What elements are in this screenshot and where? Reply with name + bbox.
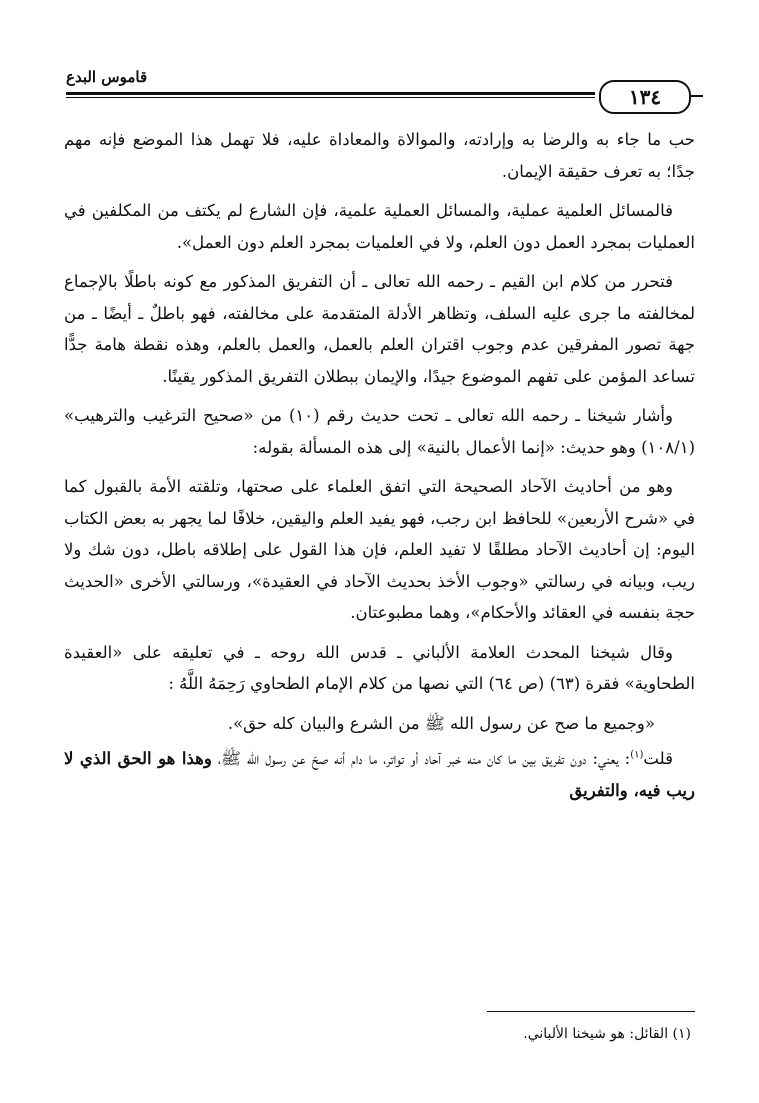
footnote-separator: [487, 1011, 695, 1012]
footnote-marker: (١): [630, 749, 644, 761]
hadith-quote: «وجميع ما صح عن رسول الله ﷺ من الشرع والبيان كله حق».: [227, 713, 655, 733]
page-number: ١٣٤: [599, 80, 691, 114]
paragraph-4: وأشار شيخنا ـ رحمه الله تعالى ـ تحت حديث رقم (١٠) من «صحيح الترغيب والترهيب» (١٠٨/١) وهو حديث: «إنما الأعمال بالنية» إلى هذه المسألة بقوله:: [64, 406, 695, 457]
paragraph-6: وقال شيخنا المحدث العلامة الألباني ـ قدس الله روحه ـ في تعليقه على «العقيدة الطحاوية» فقرة (٦٣) (ص ٦٤) التي نصها من كلام الإمام الطحاوي رَحِمَهُ اللَّهُ :: [64, 642, 695, 693]
paragraph-5: وهو من أحاديث الآحاد الصحيحة التي اتفق العلماء على صحتها، وتلقته الأمة بالقبول كما في «شرح الأربعين» للحافظ ابن رجب، فهو يفيد العلم واليقين، خلافًا لما يجهر به بعض الكتاب اليوم: إن أحاديث الآحاد مطلقًا لا تفيد العلم، فإن هذا القول على إطلاقه باطل، دون شك ولا ريب، وبيانه في رسالتي «وجوب الأخذ بحديث الآحاد في العقيدة»، ورسالتي الأخرى «الحديث حجة بنفسه في العقائد والأحكام»، وهما مطبوعتان.: [64, 477, 695, 622]
running-title: قاموس البدع: [66, 68, 148, 86]
paragraph-7-text: : يعني: دون تفريق بين ما كان منه خبر آحاد أو تواتر، ما دام أنه صحّ عن رسول الله ﷺ،: [211, 749, 631, 768]
paragraph-1: حب ما جاء به والرضا به وإرادته، والموالاة والمعاداة عليه، فلا تهمل هذا الموضع فإنه مهم جدًا؛ به تعرف حقيقة الإيمان.: [64, 130, 695, 181]
header-rule: [66, 92, 595, 95]
footnote: (١) القائل: هو شيخنا الألباني.: [523, 1026, 691, 1042]
main-text: [64, 124, 695, 806]
page-header: [66, 68, 699, 112]
paragraph-7: [64, 743, 695, 806]
paragraph-7-bold: وهذا هو الحق الذي لا ريب فيه، والتفريق: [64, 749, 695, 800]
paragraph-2: فالمسائل العلمية عملية، والمسائل العملية علمية، فإن الشارع لم يكتف من المكلفين في العمليات بمجرد العمل دون العلم، ولا في العلميات بمجرد العلم دون العمل».: [64, 201, 695, 252]
paragraph-7-start: قلت: [643, 749, 673, 768]
header-rule-thin: [66, 97, 595, 98]
paragraph-3: فتحرر من كلام ابن القيم ـ رحمه الله تعالى ـ أن التفريق المذكور مع كونه باطلًا بالإجماع لمخالفته ما جرى عليه السلف، وتظاهر الأدلة المتقدمة على مخالفته، فهو باطلٌ ـ أيضًا ـ من جهة تصور المفرقين عدم وجوب اقتران العلم بالعمل، والعمل بالعلم، وهذه نقطة هامة جدًّا تساعد المؤمن على تفهم الموضوع جيدًا، والإيمان ببطلان التفريق المذكور يقينًا.: [64, 272, 695, 386]
